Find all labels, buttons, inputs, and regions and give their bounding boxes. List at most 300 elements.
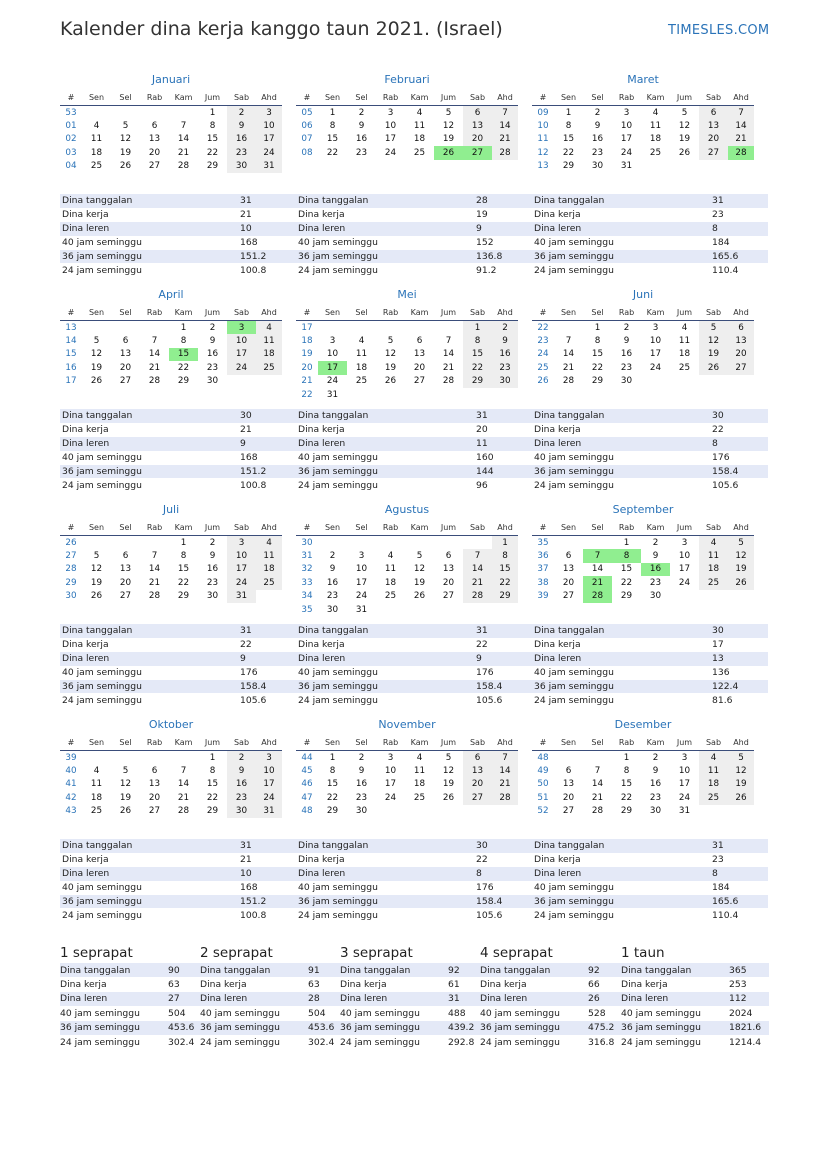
week-number: 53 [65, 107, 77, 118]
day-cell: 24 [326, 376, 339, 387]
stat-row [296, 423, 532, 437]
week-number: 35 [301, 604, 313, 615]
weekend-day-cell: 24 [256, 791, 282, 804]
stat-label: Dina kerja [200, 979, 247, 991]
weekend-day-cell: 21 [492, 133, 518, 146]
weekend-day-cell: 11 [699, 764, 728, 777]
weekend-day-cell: 11 [256, 549, 282, 562]
empty-day-cell [256, 375, 282, 388]
day-cell: 4 [93, 766, 100, 777]
stat-row [200, 1021, 348, 1035]
week-number: 30 [65, 591, 77, 602]
weekday-header: Kam [641, 90, 670, 106]
stat-label: Dina leren [480, 992, 588, 1006]
holiday-day-cell: 28 [728, 146, 754, 159]
weekday-header: # [532, 735, 554, 751]
weekend-day-cell: 8 [463, 334, 492, 347]
stat-row [296, 208, 532, 222]
weekday-header: Sab [463, 90, 492, 106]
stat-row [340, 963, 488, 977]
day-cell: 15 [591, 349, 604, 360]
day-cell: 31 [620, 161, 633, 172]
stat-row [296, 680, 532, 694]
day-cell: 25 [90, 806, 103, 817]
empty-day-cell [347, 536, 376, 550]
stat-row [60, 263, 296, 277]
stat-row [532, 478, 768, 492]
day-cell: 4 [652, 107, 659, 118]
day-cell: 28 [177, 161, 190, 172]
stat-value: 81.6 [712, 694, 733, 706]
weekend-day-cell: 10 [227, 549, 256, 562]
week-row [296, 119, 518, 132]
day-cell: 23 [206, 577, 219, 588]
weekend-day-cell: 1 [463, 321, 492, 335]
day-cell: 12 [119, 134, 132, 145]
day-cell: 22 [591, 362, 604, 373]
week-number: 42 [65, 792, 77, 803]
day-cell: 30 [649, 591, 662, 602]
day-cell: 19 [413, 577, 426, 588]
month-calendar [60, 285, 282, 388]
day-cell: 26 [413, 591, 426, 602]
day-cell: 25 [413, 147, 426, 158]
stat-row [60, 680, 296, 694]
stat-label: 24 jam seminggu [60, 1036, 140, 1048]
stat-value: 144 [474, 465, 532, 479]
stat-row [60, 409, 296, 423]
month-day-grid [60, 305, 282, 388]
week-row [296, 778, 518, 791]
weekend-day-cell: 21 [463, 576, 492, 589]
day-cell: 9 [623, 336, 630, 347]
weekend-day-cell: 7 [463, 549, 492, 562]
stat-label: 40 jam seminggu [534, 452, 614, 464]
week-number: 30 [301, 537, 313, 548]
week-number: 49 [537, 766, 549, 777]
weekday-header: Rab [376, 520, 405, 536]
day-cell: 29 [177, 591, 190, 602]
weekend-day-cell: 2 [492, 321, 518, 335]
stat-row [296, 465, 532, 479]
stat-row [480, 992, 628, 1006]
week-row [532, 119, 754, 132]
day-cell: 5 [445, 752, 452, 763]
day-cell: 5 [122, 766, 129, 777]
week-number: 01 [65, 121, 77, 132]
day-cell: 19 [442, 134, 455, 145]
day-cell: 23 [206, 362, 219, 373]
day-cell: 15 [326, 779, 339, 790]
stat-label: Dina leren [60, 867, 238, 881]
weekday-header: Ahd [256, 520, 282, 536]
day-cell: 27 [148, 806, 161, 817]
weekend-day-cell: 26 [728, 791, 754, 804]
brand-link[interactable]: TIMESLES.COM [668, 23, 770, 38]
weekend-day-cell: 18 [699, 778, 728, 791]
stat-value: 158.4 [710, 465, 768, 479]
weekend-day-cell: 24 [227, 576, 256, 589]
week-number: 21 [301, 376, 313, 387]
day-cell: 3 [681, 537, 688, 548]
weekday-header: # [296, 90, 318, 106]
week-row [532, 563, 754, 576]
stat-row [60, 1021, 208, 1035]
day-cell: 15 [177, 564, 190, 575]
weekend-day-cell: 12 [728, 549, 754, 562]
day-cell: 22 [206, 792, 219, 803]
day-cell: 10 [384, 766, 397, 777]
stat-row [296, 437, 532, 451]
day-cell: 21 [177, 792, 190, 803]
day-cell: 6 [416, 336, 423, 347]
day-cell: 1 [180, 322, 187, 333]
stat-label: Dina kerja [340, 979, 387, 991]
day-cell: 18 [355, 362, 368, 373]
stat-row [480, 963, 628, 977]
day-cell: 27 [562, 591, 575, 602]
stat-value: 22 [712, 424, 724, 436]
day-cell: 16 [326, 577, 339, 588]
weekday-header: Rab [612, 90, 641, 106]
stat-row [296, 194, 532, 208]
empty-day-cell [376, 321, 405, 335]
stat-label: Dina leren [532, 867, 710, 881]
summary-stats-table [200, 963, 348, 1049]
empty-day-cell [670, 160, 699, 173]
stat-value: 10 [238, 867, 296, 881]
stat-row [340, 1021, 488, 1035]
stat-label: Dina tanggalan [340, 963, 448, 977]
stat-label: 40 jam seminggu [200, 1007, 280, 1019]
day-cell: 9 [358, 766, 365, 777]
stat-row [532, 839, 768, 853]
weekend-day-cell: 30 [227, 805, 256, 818]
month-name: April [158, 288, 184, 301]
stat-value: 22 [476, 639, 488, 651]
empty-day-cell [554, 751, 583, 765]
day-cell: 12 [678, 121, 691, 132]
empty-day-cell [376, 388, 405, 401]
week-number: 28 [65, 564, 77, 575]
week-row [532, 764, 754, 777]
day-cell: 17 [355, 577, 368, 588]
day-cell: 22 [177, 362, 190, 373]
week-row [296, 334, 518, 347]
day-cell: 16 [620, 349, 633, 360]
stat-row [621, 1035, 769, 1049]
weekend-day-cell: 4 [699, 751, 728, 765]
weekday-header: Sen [82, 735, 111, 751]
weekend-day-cell: 19 [728, 563, 754, 576]
stat-label: Dina tanggalan [296, 409, 474, 423]
weekend-day-cell: 25 [256, 361, 282, 374]
stat-row [60, 839, 296, 853]
stat-label: Dina leren [200, 992, 308, 1006]
stat-value: 504 [168, 1007, 186, 1019]
stat-row [296, 638, 532, 652]
stat-value: 9 [474, 222, 532, 236]
day-cell: 19 [442, 779, 455, 790]
weekend-day-cell: 14 [492, 764, 518, 777]
day-cell: 17 [678, 564, 691, 575]
day-cell: 27 [119, 591, 132, 602]
day-cell: 16 [591, 134, 604, 145]
day-cell: 28 [148, 591, 161, 602]
day-cell: 3 [387, 752, 394, 763]
day-cell: 30 [326, 604, 339, 615]
stat-row [296, 624, 532, 638]
weekday-header: Sab [227, 90, 256, 106]
stat-row [340, 977, 488, 991]
stat-value: 23 [712, 854, 724, 866]
month-calendar [532, 70, 754, 173]
day-cell: 26 [678, 147, 691, 158]
stat-row [60, 423, 296, 437]
week-number: 06 [301, 121, 313, 132]
week-row [296, 536, 518, 550]
stat-label: Dina kerja [60, 979, 107, 991]
stat-row [296, 839, 532, 853]
stat-label: 40 jam seminggu [62, 667, 142, 679]
stat-label: Dina leren [532, 437, 710, 451]
week-row [532, 348, 754, 361]
day-cell: 4 [358, 336, 365, 347]
weekday-header: Ahd [492, 520, 518, 536]
weekday-header: Sen [318, 735, 347, 751]
day-cell: 8 [209, 766, 216, 777]
week-number: 29 [65, 577, 77, 588]
day-cell: 18 [678, 349, 691, 360]
week-row [532, 576, 754, 589]
empty-day-cell [641, 375, 670, 388]
day-cell: 19 [119, 147, 132, 158]
day-cell: 23 [326, 591, 339, 602]
week-row [60, 778, 282, 791]
day-cell: 8 [623, 766, 630, 777]
weekend-day-cell: 5 [699, 321, 728, 335]
weekday-header: # [60, 520, 82, 536]
weekend-day-cell: 5 [728, 536, 754, 550]
stat-row [60, 624, 296, 638]
day-cell: 22 [620, 577, 633, 588]
stat-row [532, 423, 768, 437]
stat-value: 9 [238, 652, 296, 666]
stat-label: 24 jam seminggu [298, 694, 378, 706]
week-row [296, 375, 518, 388]
weekday-header: # [532, 305, 554, 321]
day-cell: 24 [384, 147, 397, 158]
day-cell: 7 [565, 336, 572, 347]
day-cell: 25 [90, 161, 103, 172]
weekday-header: Sel [583, 305, 612, 321]
weekday-header: Rab [612, 735, 641, 751]
week-number: 02 [65, 134, 77, 145]
empty-day-cell [434, 321, 463, 335]
stat-value: 8 [710, 867, 768, 881]
stat-label: 36 jam seminggu [200, 1021, 308, 1035]
empty-day-cell [492, 388, 518, 401]
empty-day-cell [318, 321, 347, 335]
day-cell: 24 [649, 362, 662, 373]
stat-label: 24 jam seminggu [298, 909, 378, 921]
month-day-grid [60, 520, 282, 603]
stat-row [60, 451, 296, 465]
stat-label: Dina leren [532, 652, 710, 666]
month-name: Juni [632, 288, 654, 301]
stat-label: 24 jam seminggu [200, 1036, 280, 1048]
day-cell: 6 [565, 766, 572, 777]
empty-day-cell [169, 106, 198, 120]
day-cell: 28 [148, 376, 161, 387]
day-cell: 5 [387, 336, 394, 347]
weekend-day-cell: 23 [492, 361, 518, 374]
day-cell: 2 [209, 537, 216, 548]
empty-day-cell [140, 106, 169, 120]
weekend-day-cell: 31 [256, 805, 282, 818]
stat-label: Dina tanggalan [532, 624, 710, 638]
stat-value: 9 [238, 437, 296, 451]
stat-value: 31 [710, 839, 768, 853]
holiday-day-cell: 3 [227, 321, 256, 335]
day-cell: 2 [594, 107, 601, 118]
weekday-header: Ahd [256, 735, 282, 751]
week-number: 40 [65, 766, 77, 777]
week-row [296, 361, 518, 374]
day-cell: 15 [620, 564, 633, 575]
weekend-day-cell: 27 [728, 361, 754, 374]
stat-row [200, 1035, 348, 1049]
weekend-day-cell: 25 [699, 576, 728, 589]
month-stats-table [296, 839, 532, 922]
day-cell: 18 [384, 577, 397, 588]
month-day-grid [60, 735, 282, 818]
day-cell: 16 [649, 779, 662, 790]
day-cell: 24 [620, 147, 633, 158]
week-row [532, 334, 754, 347]
day-cell: 20 [562, 792, 575, 803]
stat-value: 19 [476, 209, 488, 221]
stat-label: 40 jam seminggu [60, 1007, 140, 1019]
stat-label: 40 jam seminggu [340, 1007, 420, 1019]
stat-value: 61 [448, 979, 460, 991]
week-row [296, 106, 518, 120]
day-cell: 12 [442, 766, 455, 777]
holiday-day-cell: 27 [463, 146, 492, 159]
stat-label: 36 jam seminggu [296, 465, 474, 479]
stat-label: 40 jam seminggu [298, 452, 378, 464]
empty-day-cell [728, 590, 754, 603]
week-number: 41 [65, 779, 77, 790]
empty-day-cell [405, 321, 434, 335]
empty-day-cell [728, 805, 754, 818]
stat-value: 105.6 [240, 694, 267, 706]
weekend-day-cell: 13 [728, 334, 754, 347]
weekday-header: Sab [227, 520, 256, 536]
week-row [532, 805, 754, 818]
stat-value: 100.8 [240, 264, 267, 276]
stat-label: 40 jam seminggu [298, 667, 378, 679]
stat-value: 110.4 [712, 909, 739, 921]
weekend-day-cell: 1 [492, 536, 518, 550]
day-cell: 10 [326, 349, 339, 360]
empty-day-cell [405, 603, 434, 616]
day-cell: 19 [384, 362, 397, 373]
weekend-day-cell: 27 [699, 146, 728, 159]
week-row [60, 321, 282, 335]
day-cell: 14 [148, 349, 161, 360]
weekend-day-cell: 21 [492, 778, 518, 791]
weekend-day-cell: 10 [256, 764, 282, 777]
week-number: 11 [537, 134, 549, 145]
weekday-header: Rab [140, 305, 169, 321]
weekday-header: Kam [169, 90, 198, 106]
stat-value: 253 [729, 979, 747, 991]
holiday-day-cell: 15 [169, 348, 198, 361]
weekday-header: Sel [347, 305, 376, 321]
weekday-header: Kam [169, 520, 198, 536]
day-cell: 3 [329, 336, 336, 347]
stat-row [296, 853, 532, 867]
stat-row [60, 194, 296, 208]
summary-title: 1 taun [621, 945, 665, 961]
stat-value: 31 [448, 992, 488, 1006]
stat-label: Dina tanggalan [60, 409, 238, 423]
weekday-header: Ahd [728, 520, 754, 536]
weekend-day-cell: 12 [728, 764, 754, 777]
empty-day-cell [492, 805, 518, 818]
day-cell: 8 [180, 336, 187, 347]
weekday-header: # [296, 305, 318, 321]
stat-row [60, 208, 296, 222]
week-number: 22 [537, 322, 549, 333]
day-cell: 13 [562, 564, 575, 575]
weekend-day-cell: 16 [227, 778, 256, 791]
stat-value: 8 [710, 437, 768, 451]
day-cell: 30 [206, 376, 219, 387]
weekend-day-cell: 2 [227, 751, 256, 765]
empty-day-cell [554, 321, 583, 335]
month-name: Maret [627, 73, 659, 86]
weekday-header: Sen [554, 735, 583, 751]
stat-value: 92 [448, 963, 488, 977]
week-number: 04 [65, 161, 77, 172]
weekday-header: Ahd [728, 305, 754, 321]
stat-label: Dina leren [60, 437, 238, 451]
week-row [60, 791, 282, 804]
day-cell: 10 [384, 121, 397, 132]
day-cell: 11 [649, 121, 662, 132]
day-cell: 22 [326, 792, 339, 803]
weekday-header: Sel [111, 520, 140, 536]
week-number: 45 [301, 766, 313, 777]
week-number: 17 [301, 322, 313, 333]
weekday-header: Ahd [256, 305, 282, 321]
week-number: 05 [301, 107, 313, 118]
day-cell: 29 [562, 161, 575, 172]
weekday-header: # [296, 735, 318, 751]
day-cell: 26 [384, 376, 397, 387]
week-row [532, 106, 754, 120]
day-cell: 24 [355, 591, 368, 602]
day-cell: 3 [652, 322, 659, 333]
day-cell: 5 [416, 551, 423, 562]
day-cell: 20 [413, 362, 426, 373]
stat-label: 24 jam seminggu [534, 479, 614, 491]
stat-row [532, 465, 768, 479]
weekday-header: Sen [554, 520, 583, 536]
week-number: 36 [537, 551, 549, 562]
